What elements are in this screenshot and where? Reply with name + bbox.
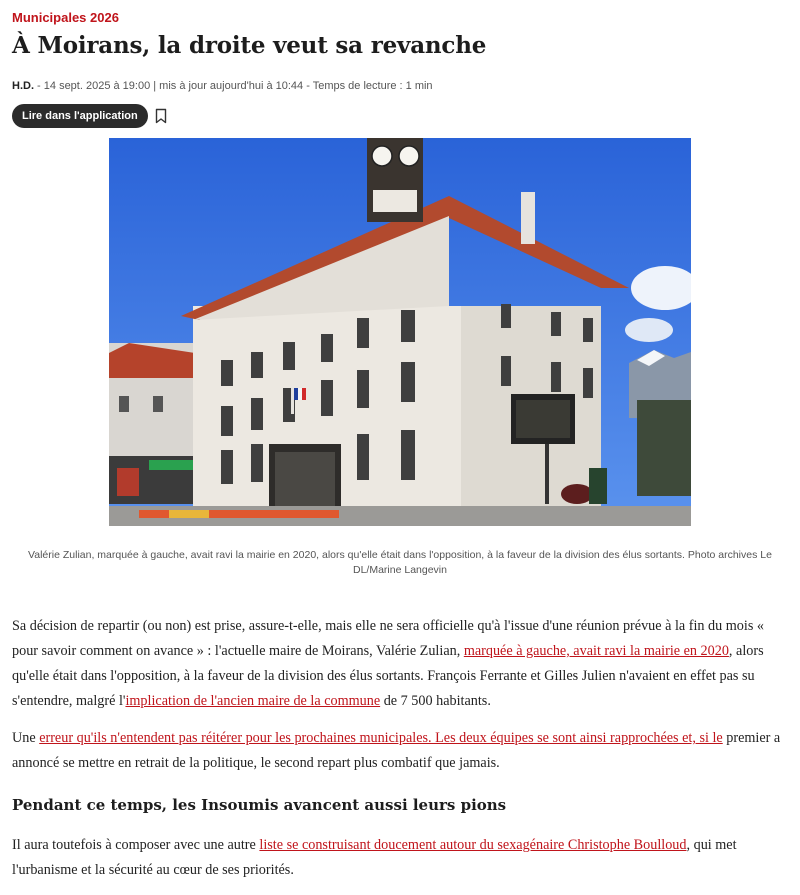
byline-reading-time: Temps de lecture : 1 min xyxy=(312,80,433,92)
byline-published: - 14 sept. 2025 à 19:00 | xyxy=(34,80,160,92)
paragraph-1-text-c: de 7 500 habitants. xyxy=(380,693,491,709)
bookmark-icon[interactable] xyxy=(154,108,168,124)
article-photo xyxy=(109,138,691,526)
byline-author: H.D. xyxy=(12,80,34,92)
section-subheading: Pendant ce temps, les Insoumis avancent aussi leurs pions xyxy=(12,796,507,814)
byline xyxy=(12,80,433,92)
link-erreur-municipales[interactable]: erreur qu'ils n'entendent pas réitérer pour les prochaines municipales. Les deux équipes se sont ainsi rapprochées et, si le xyxy=(39,730,723,746)
link-ancien-maire[interactable]: implication de l'ancien maire de la commune xyxy=(125,693,381,709)
link-liste-boulloud[interactable]: liste se construisant doucement autour du sexagénaire Christophe Boulloud xyxy=(259,837,687,853)
paragraph-2 xyxy=(12,726,790,776)
paragraph-1 xyxy=(12,614,790,714)
photo-caption: Valérie Zulian, marquée à gauche, avait ravi la mairie en 2020, alors qu'elle était dans l'opposition, à la faveur de la division des élus sortants. Photo archives Le DL/Marine Langevin xyxy=(28,549,772,576)
rubric-label[interactable]: Municipales 2026 xyxy=(12,10,119,25)
paragraph-1-text-a: Sa décision de repartir (ou non) est prise, assure-t-elle, mais elle ne sera officielle qu'à l'issue d'une réunion prévue à la fin du mois « pour savoir comment on avance » : l'actuelle maire de Moirans, Valérie Zulian, xyxy=(12,618,765,659)
paragraph-3 xyxy=(12,833,790,883)
read-in-app-button[interactable]: Lire dans l'application xyxy=(12,104,148,128)
byline-updated: mis à jour aujourd'hui à 10:44 - xyxy=(159,80,313,92)
paragraph-1-text-b: , alors qu'elle était dans l'opposition, à la faveur de la division des élus sortants. François Ferrante et Gilles Julien n'avaient en effet pas su s'entendre, malgré l' xyxy=(12,643,764,709)
paragraph-3-text-a: Il aura toutefois à composer avec une autre xyxy=(12,837,260,853)
paragraph-3-text-b: , qui met l'urbanisme et la sécurité au cœur de ses priorités. xyxy=(12,837,737,878)
paragraph-2-text-a: Une xyxy=(12,730,40,746)
article-title: À Moirans, la droite veut sa revanche xyxy=(12,32,487,59)
paragraph-2-text-b: premier a annoncé se mettre en retrait de la politique, le second repart plus combatif que jamais. xyxy=(12,730,781,771)
link-zulian-mairie-2020[interactable]: marquée à gauche, avait ravi la mairie en 2020 xyxy=(463,643,729,659)
